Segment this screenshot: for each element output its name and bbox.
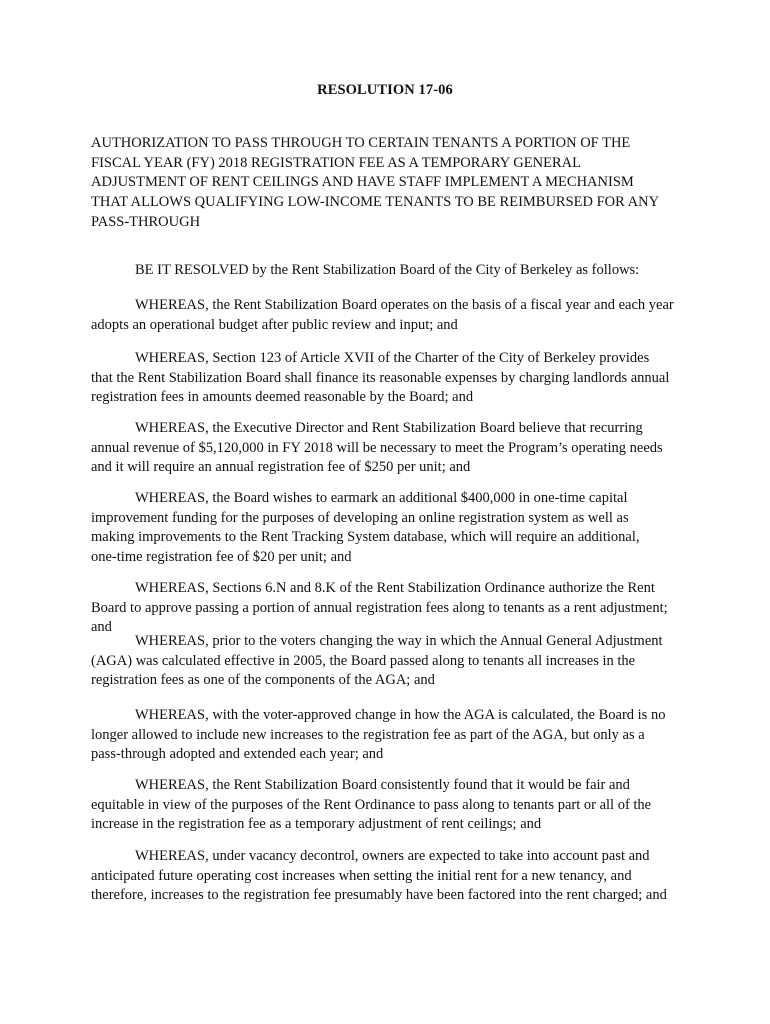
paragraph-line: one-time registration fee of $20 per unit; and: [91, 549, 352, 566]
paragraph-line: equitable in view of the purposes of the Rent Ordinance to pass along to tenants part or all of the: [91, 796, 652, 813]
whereas-paragraph: [91, 419, 701, 478]
paragraph-line: registration fees as one of the components of the AGA; and: [91, 672, 435, 689]
whereas-paragraph: [91, 847, 701, 906]
heading-line: AUTHORIZATION TO PASS THROUGH TO CERTAIN TENANTS A PORTION OF THE: [91, 135, 631, 151]
paragraph-line: registration fees in amounts deemed reasonable by the Board; and: [91, 389, 474, 406]
paragraph-line: longer allowed to include new increases to the registration fee as part of the AGA, but only as a: [91, 726, 645, 743]
paragraph-line: BE IT RESOLVED by the Rent Stabilization Board of the City of Berkeley as follows:: [135, 262, 640, 278]
paragraph-line: increase in the registration fee as a temporary adjustment of rent ceilings; and: [91, 816, 542, 833]
paragraph-line: annual revenue of $5,120,000 in FY 2018 will be necessary to meet the Program’s operating needs: [91, 439, 663, 456]
paragraph-line: (AGA) was calculated effective in 2005, the Board passed along to tenants all increases in the: [91, 652, 636, 669]
paragraph-line: making improvements to the Rent Tracking System database, which will require an additional,: [91, 529, 640, 546]
paragraph-line: WHEREAS, the Executive Director and Rent Stabilization Board believe that recurring: [135, 420, 643, 436]
paragraph-line: and it will require an annual registration fee of $250 per unit; and: [91, 459, 471, 476]
paragraph-line: pass-through adopted and extended each year; and: [91, 746, 384, 763]
paragraph-line: WHEREAS, with the voter-approved change in how the AGA is calculated, the Board is no: [135, 707, 666, 723]
paragraph-line: WHEREAS, the Rent Stabilization Board operates on the basis of a fiscal year and each year: [135, 297, 674, 313]
whereas-paragraph: [91, 296, 701, 335]
paragraph-line: Board to approve passing a portion of annual registration fees along to tenants as a rent adjustment;: [91, 599, 668, 616]
paragraph-line: and: [91, 619, 112, 636]
whereas-paragraph: [91, 349, 701, 408]
whereas-paragraph: [91, 706, 701, 765]
paragraph-line: WHEREAS, Sections 6.N and 8.K of the Rent Stabilization Ordinance authorize the Rent: [135, 580, 655, 596]
paragraph-line: anticipated future operating cost increases when setting the initial rent for a new tenancy, and: [91, 867, 632, 884]
heading-line: ADJUSTMENT OF RENT CEILINGS AND HAVE STAFF IMPLEMENT A MECHANISM: [91, 174, 634, 191]
resolution-title: RESOLUTION 17-06: [317, 82, 453, 98]
resolution-heading: [91, 134, 691, 233]
paragraph-line: improvement funding for the purposes of developing an online registration system as well as: [91, 509, 629, 526]
whereas-paragraph: [91, 776, 701, 835]
resolved-paragraph: [91, 261, 701, 281]
heading-line: THAT ALLOWS QUALIFYING LOW-INCOME TENANTS TO BE REIMBURSED FOR ANY: [91, 194, 660, 211]
paragraph-line: WHEREAS, Section 123 of Article XVII of the Charter of the City of Berkeley provides: [135, 350, 650, 366]
heading-line: PASS-THROUGH: [91, 213, 201, 230]
paragraph-line: adopts an operational budget after public review and input; and: [91, 316, 458, 333]
whereas-paragraph: [91, 489, 701, 568]
paragraph-line: WHEREAS, prior to the voters changing the way in which the Annual General Adjustment: [135, 633, 663, 649]
paragraph-line: WHEREAS, the Board wishes to earmark an additional $400,000 in one-time capital: [135, 490, 628, 506]
paragraph-line: WHEREAS, under vacancy decontrol, owners are expected to take into account past and: [135, 848, 650, 864]
paragraph-line: that the Rent Stabilization Board shall finance its reasonable expenses by charging landlords annual: [91, 369, 670, 386]
heading-line: FISCAL YEAR (FY) 2018 REGISTRATION FEE AS A TEMPORARY GENERAL: [91, 154, 581, 171]
whereas-paragraph: [91, 632, 701, 691]
whereas-paragraph: [91, 579, 701, 638]
paragraph-line: WHEREAS, the Rent Stabilization Board consistently found that it would be fair and: [135, 777, 630, 793]
paragraph-line: therefore, increases to the registration fee presumably have been factored into the rent charged; and: [91, 887, 667, 904]
